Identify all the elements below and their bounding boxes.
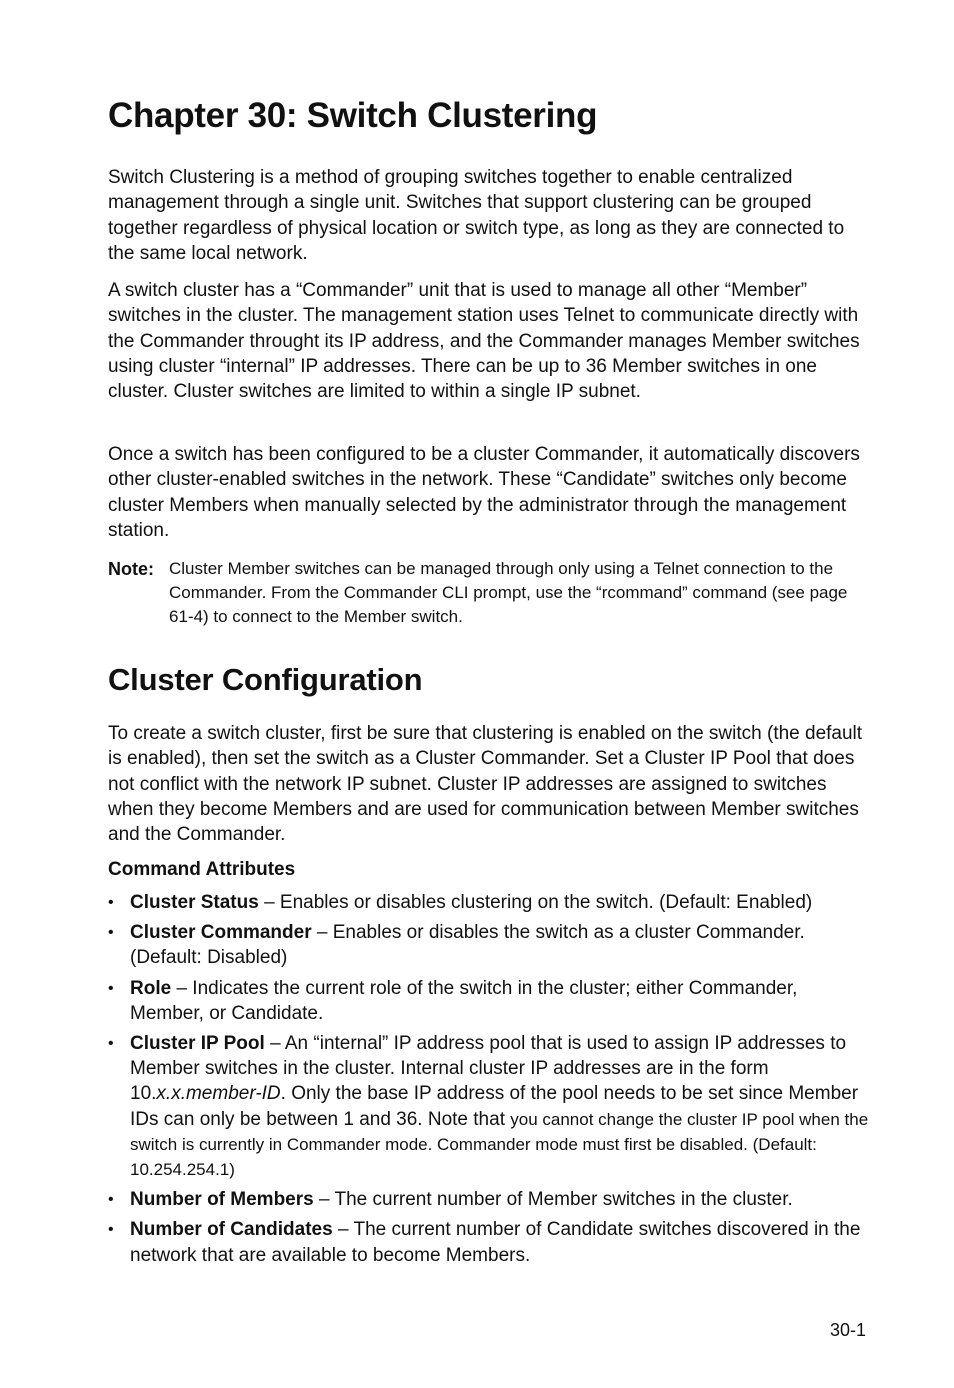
page-number: 30-1 [829, 1320, 866, 1340]
list-item [108, 1031, 873, 1182]
attribute-term: Number of Members [130, 1189, 314, 1211]
note-block [108, 557, 868, 629]
list-item [108, 976, 873, 1026]
list-item [108, 920, 873, 970]
attribute-term: Cluster Commander [130, 922, 312, 944]
section-paragraph: To create a switch cluster, first be sure that clustering is enabled on the switch (the default is enabled), then set the switch as a Cluster Commander. Set a Cluster IP Pool that does not conflict with the network IP subnet. Cluster IP addresses are assigned to switches when they become Members and are used for communication between Member switches and the Commander. [108, 723, 863, 846]
attribute-desc: . Only the base IP address of the pool needs to be set since Member IDs can only be between 1 and 36. Note that [130, 1083, 859, 1130]
chapter-title: Chapter 30: Switch Clustering [108, 96, 598, 135]
list-item [108, 1187, 873, 1212]
note-label: Note: [108, 559, 154, 579]
attribute-term: Cluster Status [130, 892, 259, 913]
attribute-term: Number of Candidates [130, 1219, 333, 1241]
attribute-desc: – An “internal” IP address pool that is used to assign IP addresses to Member switches in the cluster. Internal cluster IP addresses are in the form 10. [130, 1033, 847, 1105]
intro-paragraph-2: A switch cluster has a “Commander” unit that is used to manage all other “Member” switches in the cluster. The management station uses Telnet to communicate directly with the Commander throught its IP address, and the Commander manages Member switches using cluster “internal” IP addresses. There can be up to 36 Member switches in one cluster. Cluster switches are limited to within a single IP subnet. [108, 280, 860, 403]
attribute-desc: – The current number of Member switches in the cluster. [313, 1189, 793, 1211]
intro-paragraph-1: Switch Clustering is a method of grouping switches together to enable centralized management through a single unit. Switches that support clustering can be grouped together regardless of physical location or switch type, as long as they are connected to the same local network. [108, 167, 845, 264]
attributes-list [108, 890, 873, 1273]
list-item [108, 890, 873, 915]
list-item [108, 1217, 873, 1267]
attribute-term: Cluster IP Pool [130, 1033, 265, 1055]
attribute-desc: – The current number of Candidate switches discovered in the network that are available to become Members. [130, 1219, 861, 1266]
attributes-heading: Command Attributes [108, 859, 296, 880]
attribute-desc: – Enables or disables clustering on the switch. (Default: Enabled) [258, 892, 813, 913]
attribute-desc-small: you cannot change the cluster IP pool when the switch is currently in Commander mode. Commander mode must first be disabled. (Default: 10.254.254.1) [130, 1109, 869, 1180]
intro-paragraph-3: Once a switch has been configured to be a cluster Commander, it automatically discovers other cluster-enabled switches in the network. These “Candidate” switches only become cluster Members when manually selected by the administrator through the management station. [108, 444, 860, 541]
note-text: Cluster Member switches can be managed through only using a Telnet connection to the Commander. From the Commander CLI prompt, use the “rcommand” command (see page 61-4) to connect to the Member switch. [169, 559, 848, 626]
attribute-desc-italic: x.x.member-ID [156, 1083, 281, 1105]
attribute-desc: – Indicates the current role of the switch in the cluster; either Commander, Member, or Candidate. [130, 977, 798, 1024]
section-title: Cluster Configuration [108, 662, 423, 697]
attribute-desc: – Enables or disables the switch as a cluster Commander. (Default: Disabled) [130, 922, 805, 969]
attribute-term: Role [130, 977, 172, 999]
